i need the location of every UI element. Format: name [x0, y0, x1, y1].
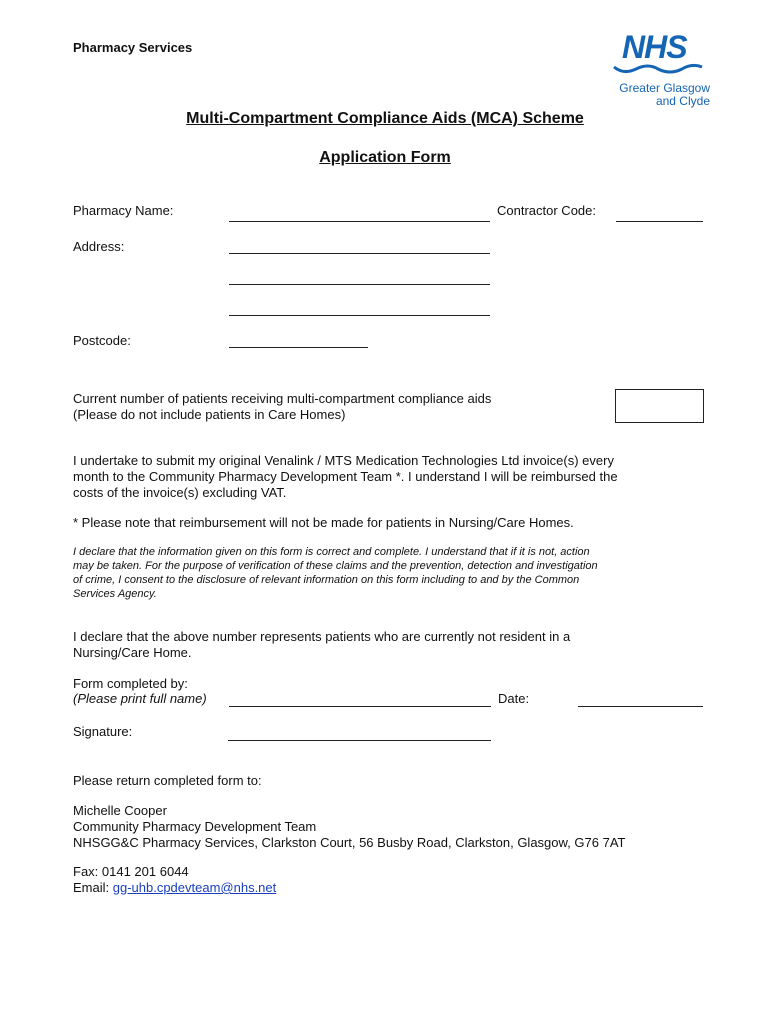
- signature-label: Signature:: [73, 724, 133, 739]
- contractor-code-label: Contractor Code:: [497, 203, 596, 218]
- nhs-logo-text: NHS: [622, 29, 687, 65]
- return-email-row: [73, 880, 276, 896]
- undertaking-line3: costs of the invoice(s) excluding VAT.: [73, 485, 287, 500]
- declaration-italic-line4: Services Agency.: [73, 588, 157, 600]
- patients-count-text-line2: (Please do not include patients in Care Homes): [73, 407, 346, 422]
- undertaking-line1: I undertake to submit my original Venalink / MTS Medication Technologies Ltd invoice(s) every: [73, 453, 614, 468]
- department-heading: Pharmacy Services: [73, 40, 193, 55]
- form-title: Multi-Compartment Compliance Aids (MCA) Scheme: [186, 110, 584, 127]
- postcode-input-line[interactable]: [229, 347, 368, 348]
- declaration-resident-line1: I declare that the above number represents patients who are currently not resident in a: [73, 629, 571, 644]
- return-fax: Fax: 0141 201 6044: [73, 864, 189, 879]
- nhs-logo: [606, 30, 710, 110]
- pharmacy-name-label: Pharmacy Name:: [73, 203, 174, 218]
- email-label: Email:: [73, 880, 113, 895]
- return-heading: Please return completed form to:: [73, 773, 262, 788]
- return-team: Community Pharmacy Development Team: [73, 819, 317, 834]
- full-name-input-line[interactable]: [229, 706, 491, 707]
- reimbursement-note: * Please note that reimbursement will not be made for patients in Nursing/Care Homes.: [73, 515, 574, 530]
- signature-input-line[interactable]: [228, 740, 491, 741]
- address-input-line-3[interactable]: [229, 315, 490, 316]
- pharmacy-name-input-line[interactable]: [229, 221, 490, 222]
- declaration-resident-line2: Nursing/Care Home.: [73, 645, 192, 660]
- declaration-italic-line2: may be taken. For the purpose of verification of these claims and the prevention, detection and investigation: [73, 560, 598, 572]
- return-contact-name: Michelle Cooper: [73, 803, 167, 818]
- postcode-label: Postcode:: [73, 333, 131, 348]
- declaration-italic-line3: of crime, I consent to the disclosure of relevant information on this form including to and by the Common: [73, 574, 580, 586]
- date-input-line[interactable]: [578, 706, 703, 707]
- declaration-italic-line1: I declare that the information given on this form is correct and complete. I understand that if it is not, action: [73, 546, 590, 558]
- address-input-line-2[interactable]: [229, 284, 490, 285]
- form-subtitle: Application Form: [319, 149, 451, 166]
- completed-by-label: Form completed by:: [73, 676, 188, 691]
- return-address: NHSGG&C Pharmacy Services, Clarkston Court, 56 Busby Road, Clarkston, Glasgow, G76 7AT: [73, 835, 626, 850]
- undertaking-line2: month to the Community Pharmacy Development Team *. I understand I will be reimbursed the: [73, 469, 618, 484]
- nhs-logo-wave-icon: [612, 63, 704, 77]
- address-input-line-1[interactable]: [229, 253, 490, 254]
- email-link[interactable]: gg-uhb.cpdevteam@nhs.net: [112, 880, 277, 895]
- date-label: Date:: [498, 691, 530, 706]
- logo-subtitle-line1: Greater Glasgow: [619, 81, 710, 95]
- contractor-code-input-line[interactable]: [616, 221, 703, 222]
- patients-count-text-line1: Current number of patients receiving multi-compartment compliance aids: [73, 391, 492, 406]
- logo-subtitle-line2: and Clyde: [655, 94, 710, 108]
- address-label: Address:: [73, 239, 125, 254]
- completed-by-sublabel: (Please print full name): [73, 691, 207, 706]
- patients-count-box[interactable]: [615, 389, 704, 423]
